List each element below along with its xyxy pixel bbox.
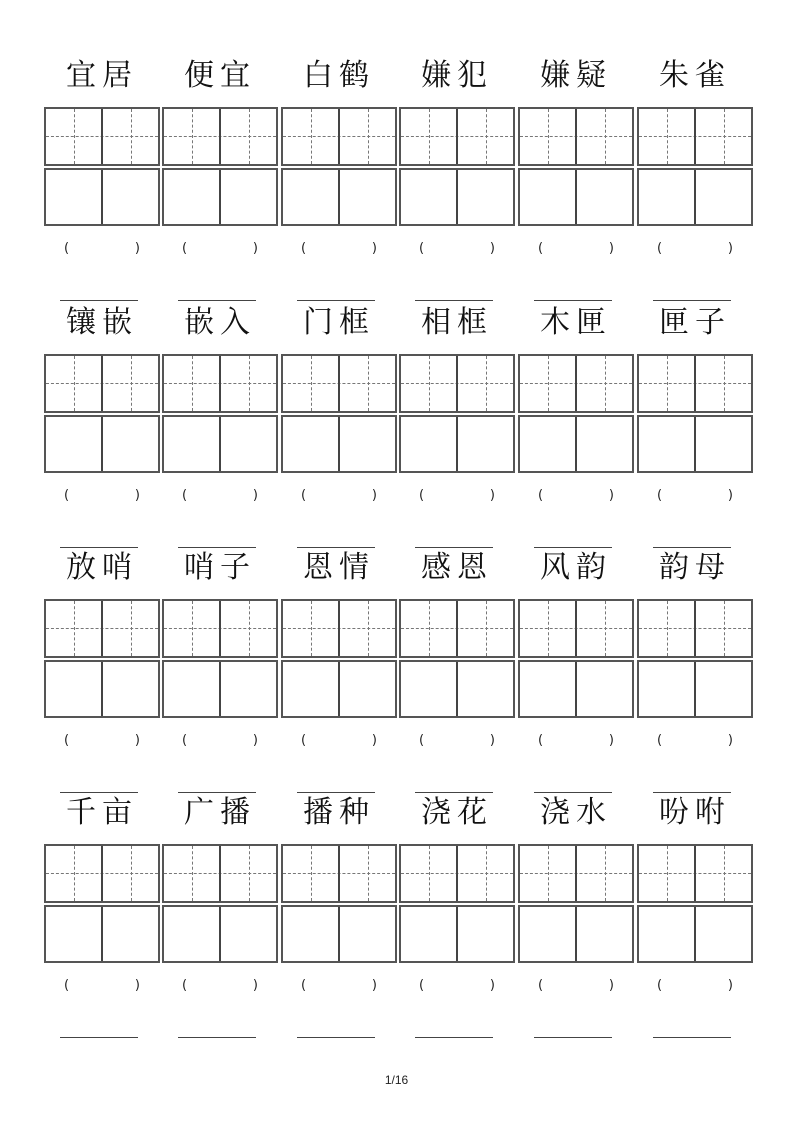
writing-box[interactable] <box>44 660 160 718</box>
close-parenthesis: ) <box>608 241 614 256</box>
writing-box[interactable] <box>44 905 160 963</box>
answer-underline[interactable] <box>297 1037 375 1038</box>
open-parenthesis: ( <box>538 978 544 993</box>
close-parenthesis: ) <box>252 978 258 993</box>
grid-guide-line <box>548 846 549 901</box>
word-cell <box>518 792 634 1032</box>
grid-guide-line <box>429 356 430 411</box>
vocabulary-word: 相框 <box>421 305 493 340</box>
open-parenthesis: ( <box>419 733 425 748</box>
word-cell <box>281 547 397 787</box>
grid-divider <box>101 417 103 471</box>
tracing-grid-box[interactable] <box>637 599 753 658</box>
vocabulary-word: 放哨 <box>66 550 138 585</box>
tracing-grid-box[interactable] <box>162 354 278 413</box>
vocabulary-word: 白鹤 <box>303 58 375 93</box>
close-parenthesis: ) <box>489 733 495 748</box>
close-parenthesis: ) <box>252 488 258 503</box>
grid-divider <box>694 170 696 224</box>
grid-divider <box>694 417 696 471</box>
grid-guide-line <box>724 601 725 656</box>
close-parenthesis: ) <box>608 978 614 993</box>
grid-guide-line <box>74 109 75 164</box>
grid-guide-line <box>429 601 430 656</box>
vocabulary-word: 千亩 <box>66 795 138 830</box>
pinyin-answer-blank[interactable] <box>415 978 495 998</box>
grid-guide-line <box>724 846 725 901</box>
grid-guide-line <box>368 109 369 164</box>
tracing-grid-box[interactable] <box>399 599 515 658</box>
grid-divider <box>338 417 340 471</box>
writing-box[interactable] <box>162 168 278 226</box>
grid-guide-line <box>548 109 549 164</box>
grid-divider <box>456 356 458 411</box>
open-parenthesis: ( <box>301 978 307 993</box>
page-number: 1/16 <box>384 1073 409 1087</box>
close-parenthesis: ) <box>608 733 614 748</box>
grid-guide-line <box>605 356 606 411</box>
grid-guide-line <box>368 846 369 901</box>
answer-underline[interactable] <box>178 300 256 301</box>
close-parenthesis: ) <box>252 241 258 256</box>
vocabulary-word: 广播 <box>184 795 256 830</box>
pinyin-answer-blank[interactable] <box>297 488 377 508</box>
grid-divider <box>219 662 221 716</box>
grid-divider <box>456 417 458 471</box>
grid-divider <box>456 109 458 164</box>
writing-box[interactable] <box>281 168 397 226</box>
answer-underline[interactable] <box>534 1037 612 1038</box>
close-parenthesis: ) <box>727 978 733 993</box>
pinyin-answer-blank[interactable] <box>60 488 140 508</box>
word-cell <box>399 302 515 542</box>
grid-divider <box>338 109 340 164</box>
writing-box[interactable] <box>281 905 397 963</box>
grid-divider <box>575 417 577 471</box>
word-cell <box>637 792 753 1032</box>
vocabulary-word: 宜居 <box>66 58 138 93</box>
grid-guide-line <box>548 601 549 656</box>
open-parenthesis: ( <box>657 488 663 503</box>
grid-guide-line <box>131 109 132 164</box>
tracing-grid-box[interactable] <box>162 107 278 166</box>
tracing-grid-box[interactable] <box>399 107 515 166</box>
grid-guide-line <box>74 846 75 901</box>
grid-divider <box>219 417 221 471</box>
open-parenthesis: ( <box>301 488 307 503</box>
writing-box[interactable] <box>399 168 515 226</box>
pinyin-answer-blank[interactable] <box>178 241 258 261</box>
pinyin-answer-blank[interactable] <box>178 978 258 998</box>
grid-guide-line <box>486 601 487 656</box>
open-parenthesis: ( <box>182 241 188 256</box>
close-parenthesis: ) <box>489 488 495 503</box>
grid-divider <box>219 907 221 961</box>
grid-divider <box>219 846 221 901</box>
grid-divider <box>101 662 103 716</box>
open-parenthesis: ( <box>419 488 425 503</box>
pinyin-answer-blank[interactable] <box>60 978 140 998</box>
tracing-grid-box[interactable] <box>44 599 160 658</box>
tracing-grid-box[interactable] <box>44 107 160 166</box>
grid-divider <box>338 907 340 961</box>
word-cell <box>518 547 634 787</box>
close-parenthesis: ) <box>371 733 377 748</box>
tracing-grid-box[interactable] <box>637 354 753 413</box>
close-parenthesis: ) <box>134 733 140 748</box>
answer-underline[interactable] <box>60 1037 138 1038</box>
word-cell <box>162 547 278 787</box>
grid-guide-line <box>605 846 606 901</box>
grid-guide-line <box>74 601 75 656</box>
close-parenthesis: ) <box>134 978 140 993</box>
vocabulary-word: 浇花 <box>421 795 493 830</box>
grid-divider <box>456 170 458 224</box>
grid-divider <box>575 170 577 224</box>
writing-box[interactable] <box>281 415 397 473</box>
grid-divider <box>456 846 458 901</box>
grid-guide-line <box>131 601 132 656</box>
word-cell <box>399 55 515 295</box>
word-cell <box>518 55 634 295</box>
grid-guide-line <box>605 109 606 164</box>
vocabulary-word: 镶嵌 <box>66 305 138 340</box>
word-cell <box>162 792 278 1032</box>
grid-divider <box>219 356 221 411</box>
grid-guide-line <box>548 356 549 411</box>
word-cell <box>399 792 515 1032</box>
grid-guide-line <box>486 109 487 164</box>
writing-box[interactable] <box>399 415 515 473</box>
writing-box[interactable] <box>44 168 160 226</box>
close-parenthesis: ) <box>371 978 377 993</box>
grid-divider <box>694 356 696 411</box>
close-parenthesis: ) <box>608 488 614 503</box>
open-parenthesis: ( <box>64 488 70 503</box>
grid-guide-line <box>192 846 193 901</box>
word-cell <box>281 792 397 1032</box>
grid-guide-line <box>249 846 250 901</box>
grid-guide-line <box>486 846 487 901</box>
pinyin-answer-blank[interactable] <box>653 733 733 753</box>
vocabulary-word: 嫌疑 <box>540 58 612 93</box>
grid-guide-line <box>131 356 132 411</box>
writing-box[interactable] <box>518 660 634 718</box>
grid-divider <box>338 356 340 411</box>
open-parenthesis: ( <box>657 733 663 748</box>
close-parenthesis: ) <box>252 733 258 748</box>
tracing-grid-box[interactable] <box>162 844 278 903</box>
open-parenthesis: ( <box>182 978 188 993</box>
open-parenthesis: ( <box>182 733 188 748</box>
writing-box[interactable] <box>518 415 634 473</box>
grid-guide-line <box>311 356 312 411</box>
grid-guide-line <box>192 356 193 411</box>
tracing-grid-box[interactable] <box>162 599 278 658</box>
grid-divider <box>219 170 221 224</box>
grid-guide-line <box>605 601 606 656</box>
grid-guide-line <box>249 601 250 656</box>
grid-divider <box>101 109 103 164</box>
open-parenthesis: ( <box>419 978 425 993</box>
tracing-grid-box[interactable] <box>518 107 634 166</box>
tracing-grid-box[interactable] <box>518 844 634 903</box>
grid-divider <box>456 601 458 656</box>
tracing-grid-box[interactable] <box>637 844 753 903</box>
pinyin-answer-blank[interactable] <box>534 241 614 261</box>
word-cell <box>518 302 634 542</box>
writing-box[interactable] <box>162 660 278 718</box>
grid-guide-line <box>249 356 250 411</box>
tracing-grid-box[interactable] <box>399 354 515 413</box>
open-parenthesis: ( <box>419 241 425 256</box>
answer-underline[interactable] <box>653 300 731 301</box>
close-parenthesis: ) <box>371 488 377 503</box>
grid-divider <box>101 601 103 656</box>
grid-divider <box>694 109 696 164</box>
word-cell <box>44 547 160 787</box>
word-cell <box>637 302 753 542</box>
writing-box[interactable] <box>637 660 753 718</box>
grid-guide-line <box>192 601 193 656</box>
word-cell <box>281 302 397 542</box>
word-group-2 <box>0 302 793 547</box>
grid-guide-line <box>311 846 312 901</box>
vocabulary-word: 木匣 <box>540 305 612 340</box>
grid-divider <box>694 907 696 961</box>
tracing-grid-box[interactable] <box>44 354 160 413</box>
open-parenthesis: ( <box>538 241 544 256</box>
answer-underline[interactable] <box>534 300 612 301</box>
writing-box[interactable] <box>637 415 753 473</box>
pinyin-answer-blank[interactable] <box>297 241 377 261</box>
grid-divider <box>456 662 458 716</box>
vocabulary-word: 便宜 <box>184 58 256 93</box>
word-cell <box>44 302 160 542</box>
vocabulary-word: 门框 <box>303 305 375 340</box>
grid-guide-line <box>368 356 369 411</box>
grid-guide-line <box>131 846 132 901</box>
pinyin-answer-blank[interactable] <box>534 733 614 753</box>
grid-guide-line <box>667 846 668 901</box>
grid-guide-line <box>724 109 725 164</box>
answer-underline[interactable] <box>178 1037 256 1038</box>
grid-divider <box>456 907 458 961</box>
writing-box[interactable] <box>518 905 634 963</box>
vocabulary-word: 韵母 <box>659 550 731 585</box>
grid-guide-line <box>667 601 668 656</box>
pinyin-answer-blank[interactable] <box>297 733 377 753</box>
open-parenthesis: ( <box>64 733 70 748</box>
grid-divider <box>575 662 577 716</box>
vocabulary-word: 哨子 <box>184 550 256 585</box>
pinyin-answer-blank[interactable] <box>415 488 495 508</box>
grid-divider <box>101 170 103 224</box>
answer-underline[interactable] <box>297 300 375 301</box>
word-cell <box>637 55 753 295</box>
pinyin-answer-blank[interactable] <box>178 733 258 753</box>
grid-guide-line <box>667 356 668 411</box>
grid-guide-line <box>192 109 193 164</box>
grid-guide-line <box>667 109 668 164</box>
grid-divider <box>338 662 340 716</box>
answer-underline[interactable] <box>653 1037 731 1038</box>
vocabulary-word: 朱雀 <box>659 58 731 93</box>
grid-divider <box>575 356 577 411</box>
pinyin-answer-blank[interactable] <box>60 733 140 753</box>
writing-box[interactable] <box>518 168 634 226</box>
open-parenthesis: ( <box>538 733 544 748</box>
pinyin-answer-blank[interactable] <box>178 488 258 508</box>
vocabulary-word: 嫌犯 <box>421 58 493 93</box>
grid-divider <box>575 846 577 901</box>
word-cell <box>44 792 160 1032</box>
vocabulary-word: 播种 <box>303 795 375 830</box>
grid-divider <box>575 907 577 961</box>
word-cell <box>44 55 160 295</box>
vocabulary-word: 感恩 <box>421 550 493 585</box>
grid-divider <box>575 601 577 656</box>
grid-divider <box>101 356 103 411</box>
grid-divider <box>694 846 696 901</box>
grid-guide-line <box>311 109 312 164</box>
tracing-grid-box[interactable] <box>44 844 160 903</box>
vocabulary-word: 匣子 <box>659 305 731 340</box>
grid-divider <box>694 601 696 656</box>
close-parenthesis: ) <box>134 241 140 256</box>
close-parenthesis: ) <box>727 488 733 503</box>
grid-divider <box>338 846 340 901</box>
grid-guide-line <box>311 601 312 656</box>
grid-divider <box>694 662 696 716</box>
pinyin-answer-blank[interactable] <box>60 241 140 261</box>
close-parenthesis: ) <box>727 241 733 256</box>
writing-box[interactable] <box>162 415 278 473</box>
pinyin-answer-blank[interactable] <box>653 241 733 261</box>
writing-box[interactable] <box>637 168 753 226</box>
vocabulary-word: 吩咐 <box>659 795 731 830</box>
writing-box[interactable] <box>281 660 397 718</box>
word-group-1 <box>0 55 793 300</box>
word-cell <box>637 547 753 787</box>
tracing-grid-box[interactable] <box>637 107 753 166</box>
tracing-grid-box[interactable] <box>399 844 515 903</box>
open-parenthesis: ( <box>657 241 663 256</box>
grid-divider <box>101 846 103 901</box>
tracing-grid-box[interactable] <box>281 844 397 903</box>
pinyin-answer-blank[interactable] <box>415 241 495 261</box>
grid-guide-line <box>74 356 75 411</box>
writing-box[interactable] <box>162 905 278 963</box>
pinyin-answer-blank[interactable] <box>534 488 614 508</box>
grid-guide-line <box>429 109 430 164</box>
grid-divider <box>338 601 340 656</box>
close-parenthesis: ) <box>489 978 495 993</box>
pinyin-answer-blank[interactable] <box>653 978 733 998</box>
open-parenthesis: ( <box>301 733 307 748</box>
tracing-grid-box[interactable] <box>518 354 634 413</box>
close-parenthesis: ) <box>134 488 140 503</box>
answer-underline[interactable] <box>415 1037 493 1038</box>
grid-divider <box>219 109 221 164</box>
vocabulary-word: 风韵 <box>540 550 612 585</box>
grid-guide-line <box>429 846 430 901</box>
vocabulary-word: 恩情 <box>303 550 375 585</box>
close-parenthesis: ) <box>371 241 377 256</box>
open-parenthesis: ( <box>301 241 307 256</box>
tracing-grid-box[interactable] <box>281 107 397 166</box>
tracing-grid-box[interactable] <box>518 599 634 658</box>
pinyin-answer-blank[interactable] <box>415 733 495 753</box>
open-parenthesis: ( <box>64 241 70 256</box>
grid-guide-line <box>724 356 725 411</box>
word-group-3 <box>0 547 793 792</box>
close-parenthesis: ) <box>489 241 495 256</box>
writing-box[interactable] <box>637 905 753 963</box>
grid-divider <box>219 601 221 656</box>
open-parenthesis: ( <box>538 488 544 503</box>
answer-underline[interactable] <box>415 300 493 301</box>
vocabulary-word: 嵌入 <box>184 305 256 340</box>
grid-divider <box>575 109 577 164</box>
word-cell <box>281 55 397 295</box>
writing-box[interactable] <box>44 415 160 473</box>
word-cell <box>162 55 278 295</box>
vocabulary-word: 浇水 <box>540 795 612 830</box>
open-parenthesis: ( <box>64 978 70 993</box>
pinyin-answer-blank[interactable] <box>534 978 614 998</box>
word-group-4 <box>0 792 793 1037</box>
tracing-grid-box[interactable] <box>281 599 397 658</box>
grid-guide-line <box>249 109 250 164</box>
close-parenthesis: ) <box>727 733 733 748</box>
grid-guide-line <box>486 356 487 411</box>
grid-guide-line <box>368 601 369 656</box>
pinyin-answer-blank[interactable] <box>653 488 733 508</box>
answer-underline[interactable] <box>60 300 138 301</box>
tracing-grid-box[interactable] <box>281 354 397 413</box>
word-cell <box>162 302 278 542</box>
open-parenthesis: ( <box>657 978 663 993</box>
open-parenthesis: ( <box>182 488 188 503</box>
grid-divider <box>338 170 340 224</box>
word-cell <box>399 547 515 787</box>
writing-box[interactable] <box>399 660 515 718</box>
writing-box[interactable] <box>399 905 515 963</box>
pinyin-answer-blank[interactable] <box>297 978 377 998</box>
grid-divider <box>101 907 103 961</box>
